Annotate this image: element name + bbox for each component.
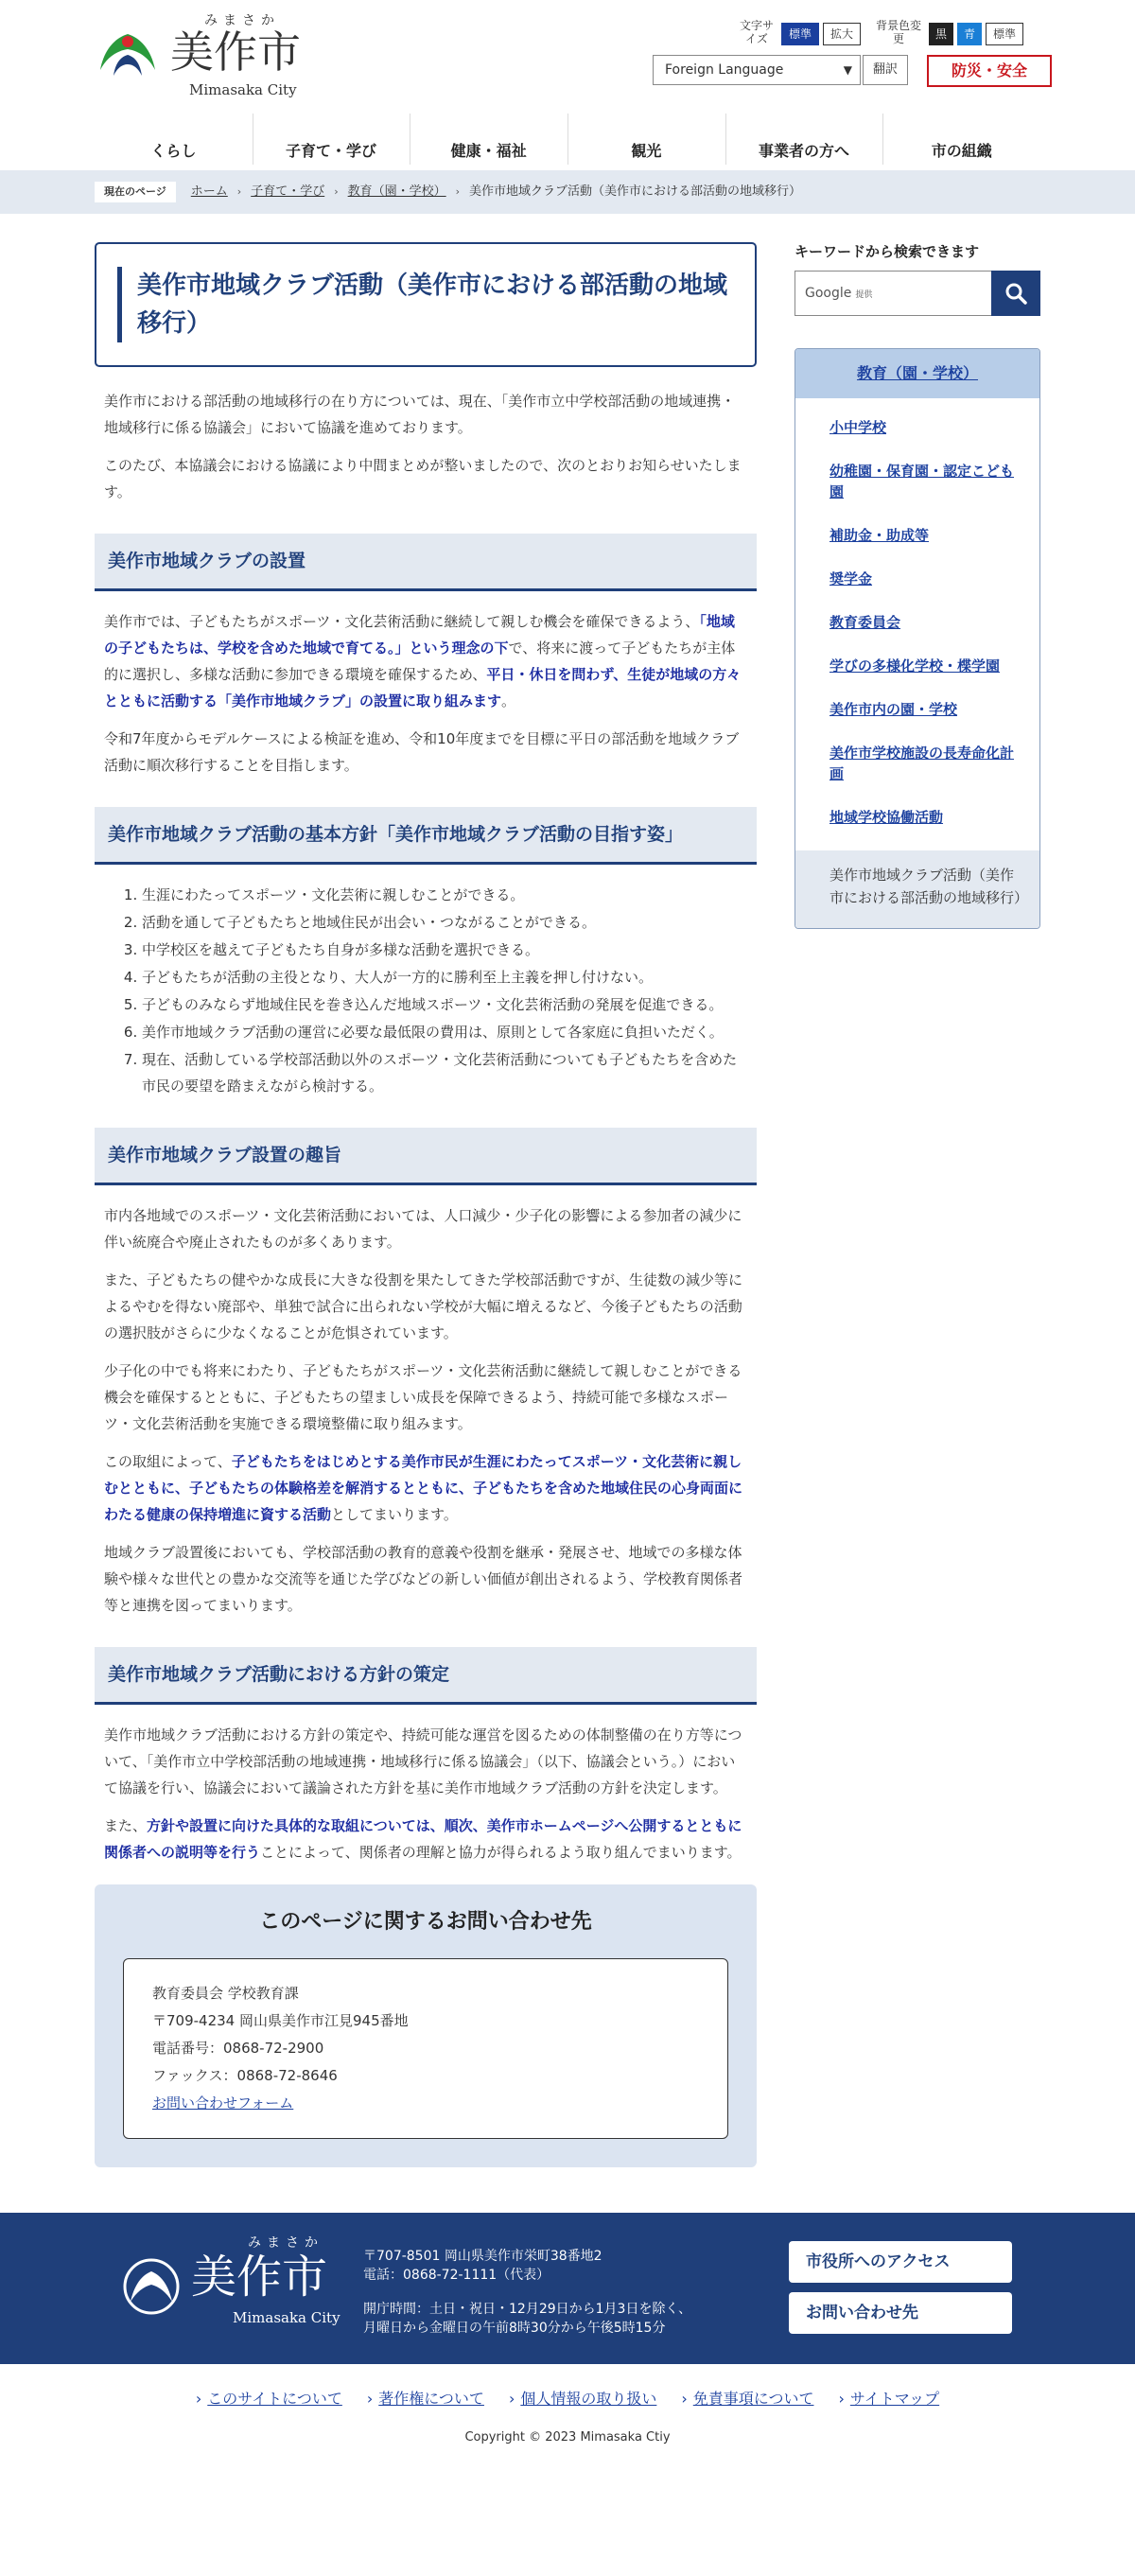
side-menu-item — [795, 612, 1039, 656]
disaster-safety-button[interactable]: 防災・安全 — [927, 55, 1052, 87]
side-menu-link[interactable]: 美作市学校施設の長寿命化計画 — [829, 745, 1015, 782]
city-emblem-icon — [123, 2258, 180, 2315]
contact-department: 教育委員会 学校教育課 — [152, 1985, 299, 2002]
bg-black-button[interactable]: 黒 — [929, 23, 953, 45]
footer-link-privacy[interactable] — [509, 2389, 656, 2410]
section-paragraph: 少子化の中でも将来にわたり、子どもたちがスポーツ・文化芸術活動に継続して親しむことができる機会を確保するとともに、子どもたちの望ましい成長を保障できるよう、持続可能で多様なスポーツ・文化芸術活動を実施できる環境整備に取り組みます。 — [104, 1362, 742, 1432]
side-menu-link[interactable]: 奨学金 — [829, 570, 873, 587]
section-paragraph: 地域クラブ設置後においても、学校部活動の教育的意義や役割を継承・発展させ、地域での多様な体験や様々な世代との豊かな交流等を通じた学びなどの新しい価値が創出されるよう、学校教育関係者等と連携を図ってまいります。 — [104, 1544, 743, 1614]
breadcrumb-kyoiku[interactable]: 教育（園・学校） — [347, 184, 446, 199]
nav-kenko[interactable]: 健康・福祉 — [410, 110, 568, 170]
side-menu-link[interactable]: 美作市内の園・学校 — [829, 701, 958, 718]
sub-footer — [0, 2364, 1135, 2462]
copyright: Copyright © 2023 Mimasaka Ctiy — [464, 2430, 671, 2445]
access-button[interactable]: 市役所へのアクセス — [789, 2241, 1012, 2283]
side-menu-link[interactable]: 地域学校協働活動 — [829, 809, 944, 826]
footer-link-copyright[interactable] — [367, 2389, 484, 2410]
highlight-text: 平日・休日を問わず、生徒が地域の方々とともに活動する「美作市地域クラブ」の設置に取り組みます — [104, 666, 742, 710]
side-menu-item — [795, 461, 1039, 525]
footer-hours-line: 月曜日から金曜日の午前8時30分から午後5時15分 — [363, 2321, 666, 2336]
bg-blue-button[interactable]: 青 — [957, 23, 982, 45]
footer-link-label: サイトマップ — [849, 2390, 940, 2408]
contact-title: このページに関するお問い合わせ先 — [259, 1910, 592, 1934]
text-span: 。 — [501, 692, 516, 710]
bg-color-label: 背景色変更 — [876, 19, 922, 45]
side-menu-link[interactable]: 幼稚園・保育園・認定こども園 — [829, 463, 1015, 500]
footer-links — [0, 2364, 1135, 2410]
footer-link-disclaimer[interactable] — [681, 2389, 813, 2410]
text-size-standard-button[interactable]: 標準 — [781, 23, 819, 45]
chevron-right-icon: › — [681, 2390, 688, 2408]
breadcrumb-current: 美作市地域クラブ活動（美作市における部活動の地域移行） — [469, 184, 802, 199]
section-heading: 美作市地域クラブの設置 — [95, 534, 757, 591]
footer-link-about[interactable] — [196, 2389, 342, 2410]
chevron-right-icon: › — [838, 2390, 845, 2408]
inquiry-button[interactable]: お問い合わせ先 — [789, 2292, 1012, 2334]
side-menu-item — [795, 743, 1039, 807]
footer-logo-roman: Mimasaka City — [233, 2309, 340, 2326]
section-paragraph: 令和7年度からモデルケースによる検証を進め、令和10年度までを目標に平日の部活動を地域クラブ活動に順次移行することを目指します。 — [104, 730, 740, 774]
bg-standard-button[interactable]: 標準 — [986, 23, 1023, 45]
content-layout — [0, 214, 1135, 2213]
side-menu-head — [795, 349, 1039, 398]
section-paragraph: 美作市地域クラブ活動における方針の策定や、持続可能な運営を図るための体制整備の在り方等について、「美作市立中学校部活動の地域連携・地域移行に係る協議会」（以下、協議会という。）において協議を行い、協議会において議論された方針を基に美作市地域クラブ活動の方針を決定します。 — [104, 1726, 742, 1796]
chevron-right-icon: › — [334, 185, 339, 199]
side-menu-item — [795, 699, 1039, 743]
chevron-down-icon: ▼ — [843, 63, 852, 77]
footer-link-sitemap[interactable] — [838, 2389, 939, 2410]
language-select[interactable] — [653, 55, 861, 85]
breadcrumb — [0, 170, 1135, 214]
footer-hours-line: 開庁時間：土日・祝日・12月29日から1月3日を除く、 — [363, 2302, 692, 2317]
list-item: 1. 生涯にわたってスポーツ・文化芸術に親しむことができる。 — [142, 882, 747, 908]
text-span: ことによって、関係者の理解と協力が得られるよう取り組んでまいります。 — [260, 1844, 742, 1861]
footer-phone: 電話：0868-72-1111（代表） — [363, 2268, 550, 2283]
side-menu-current: 美作市地域クラブ活動（美作市における部活動の地域移行） — [795, 850, 1039, 928]
text-span: で、将来に渡って子どもたちが主体的に選択し、多様な活動に参加できる環境を確保するため、 — [104, 640, 736, 683]
search-button[interactable] — [991, 271, 1040, 316]
contact-address: 〒709-4234 岡山県美作市江見945番地 — [152, 2012, 409, 2029]
side-menu — [794, 348, 1040, 929]
translate-button[interactable]: 翻訳 — [863, 55, 908, 85]
side-menu-link[interactable]: 学びの多様化学校・楪学園 — [829, 657, 1001, 675]
contact-fax: ファックス：0868-72-8646 — [152, 2067, 338, 2084]
city-emblem-icon — [95, 21, 161, 87]
chevron-right-icon: › — [455, 185, 461, 199]
section-heading: 美作市地域クラブ活動における方針の策定 — [95, 1647, 757, 1705]
intro-paragraph: 美作市における部活動の地域移行の在り方については、現在、「美作市立中学校部活動の地域連携・地域移行に係る協議会」において協議を進めております。 — [104, 393, 736, 436]
site-footer — [0, 2213, 1135, 2364]
footer-hours-block — [363, 2300, 691, 2338]
contact-section — [95, 1884, 757, 2167]
side-menu-link[interactable]: 小中学校 — [829, 419, 887, 436]
section-heading: 美作市地域クラブ活動の基本方針「美作市地域クラブ活動の目指す姿」 — [95, 807, 757, 865]
list-item: 4. 子どもたちが活動の主役となり、大人が一方的に勝利至上主義を押し付けない。 — [142, 964, 747, 990]
page-title: 美作市地域クラブ活動（美作市における部活動の地域移行） — [117, 267, 734, 342]
section-paragraph — [95, 608, 757, 714]
nav-jigyosha[interactable]: 事業者の方へ — [725, 110, 883, 170]
text-size-label: 文字サイズ — [739, 19, 774, 45]
list-item: 2. 活動を通して子どもたちと地域住民が出会い・つながることができる。 — [142, 909, 747, 936]
text-span: としてまいります。 — [331, 1506, 458, 1523]
footer-logo[interactable] — [123, 2234, 340, 2338]
side-menu-link[interactable]: 教育委員会 — [829, 614, 901, 631]
intro-paragraph: このたび、本協議会における協議により中間まとめが整いましたので、次のとおりお知らせいたします。 — [104, 457, 742, 500]
text-span: また、 — [104, 1817, 148, 1834]
global-nav — [95, 110, 1040, 170]
chevron-right-icon: › — [195, 2390, 202, 2408]
logo-name: 美作市 — [170, 26, 301, 78]
google-sub-label: 提供 — [855, 290, 873, 300]
nav-kurashi[interactable]: くらし — [150, 142, 197, 160]
breadcrumb-home[interactable]: ホーム — [190, 184, 228, 199]
contact-form-link[interactable]: お問い合わせフォーム — [152, 2094, 294, 2112]
site-header — [0, 0, 1135, 170]
list-item: 7. 現在、活動している学校部活動以外のスポーツ・文化芸術活動についても子どもたちを含めた市民の要望を踏まえながら検討する。 — [142, 1046, 747, 1099]
highlight-text: 方針や設置に向けた具体的な取組については、順次、美作市ホームページへ公開するとともに関係者への説明等を行う — [104, 1817, 742, 1861]
breadcrumb-current-label: 現在のページ — [95, 182, 176, 202]
nav-kanko[interactable]: 観光 — [568, 110, 725, 170]
text-span: 美作市では、子どもたちがスポーツ・文化芸術活動に継続して親しむ機会を確保できるよう、 — [104, 613, 700, 630]
footer-logo-name: 美作市 — [191, 2251, 328, 2304]
highlight-text: 「地域の子どもたちは、学校を含めた地域で育てる。」という理念の下 — [104, 613, 735, 657]
breadcrumb-kosodate[interactable]: 子育て・学び — [251, 184, 325, 199]
logo-kana: みまさか — [204, 13, 280, 28]
search-placeholder — [805, 285, 872, 304]
chevron-right-icon: › — [366, 2390, 374, 2408]
footer-link-label: このサイトについて — [207, 2390, 342, 2408]
list-item: 3. 中学校区を越えて子どもたち自身が多様な活動を選択できる。 — [142, 937, 747, 963]
footer-link-label: 著作権について — [378, 2390, 484, 2408]
side-menu-head-link[interactable]: 教育（園・学校） — [856, 364, 978, 382]
text-size-large-button[interactable]: 拡大 — [823, 23, 861, 45]
side-menu-item — [795, 569, 1039, 612]
side-menu-item — [795, 525, 1039, 569]
language-select-value: Foreign Language — [665, 62, 784, 78]
section-paragraph — [95, 1813, 757, 1866]
nav-soshiki[interactable]: 市の組織 — [882, 110, 1040, 170]
contact-phone: 電話番号：0868-72-2900 — [152, 2040, 324, 2057]
chevron-right-icon: › — [508, 2390, 515, 2408]
side-menu-item — [795, 656, 1039, 699]
footer-address-block — [363, 2247, 602, 2285]
main-content — [95, 242, 757, 2167]
section-paragraph: 市内各地域でのスポーツ・文化芸術活動においては、人口減少・少子化の影響による参加者の減少に伴い統廃合や廃止されたものが多くあります。 — [104, 1207, 742, 1251]
side-menu-item — [795, 807, 1039, 850]
side-menu-link[interactable]: 補助金・助成等 — [829, 527, 930, 544]
header-tools — [653, 17, 1040, 91]
contact-card — [123, 1958, 728, 2139]
text-span: この取組によって、 — [104, 1453, 232, 1470]
google-label: Google — [805, 286, 852, 301]
highlight-text: 子どもたちをはじめとする美作市民が生涯にわたってスポーツ・文化芸術に親しむとともに、子どもたちの体験格差を解消するとともに、子どもたちを含めた地域住民の心身両面にわたる健康の保持増進に資する活動 — [104, 1453, 743, 1523]
sidebar — [794, 242, 1040, 929]
search-icon — [1004, 282, 1027, 305]
policy-list — [95, 882, 757, 1099]
footer-link-label: 免責事項について — [692, 2390, 814, 2408]
footer-address: 〒707-8501 岡山県美作市栄町38番地2 — [363, 2249, 602, 2264]
nav-kosodate[interactable]: 子育て・学び — [253, 110, 410, 170]
footer-link-label: 個人情報の取り扱い — [520, 2390, 657, 2408]
footer-logo-kana: みまさか — [248, 2235, 323, 2251]
logo-roman: Mimasaka City — [189, 81, 297, 98]
page-title-box — [95, 242, 757, 367]
section-paragraph — [95, 1448, 757, 1528]
section-paragraph: また、子どもたちの健やかな成長に大きな役割を果たしてきた学校部活動ですが、生徒数の減少等によるやむを得ない廃部や、単独で試合に出られない学校が大幅に増えるなど、今後子どもたちの活動の選択肢がさらに少なくなることが危惧されています。 — [104, 1271, 743, 1341]
side-menu-item — [795, 417, 1039, 461]
list-item: 6. 美作市地域クラブ活動の運営に必要な最低限の費用は、原則として各家庭に負担いただく。 — [142, 1019, 747, 1045]
side-menu-list — [795, 398, 1039, 928]
section-heading: 美作市地域クラブ設置の趣旨 — [95, 1128, 757, 1185]
search-input[interactable] — [794, 271, 1040, 316]
chevron-right-icon: › — [236, 185, 242, 199]
search-label: キーワードから検索できます — [794, 243, 980, 260]
site-logo[interactable] — [95, 11, 322, 98]
list-item: 5. 子どものみならず地域住民を巻き込んだ地域スポーツ・文化芸術活動の発展を促進できる。 — [142, 991, 747, 1018]
